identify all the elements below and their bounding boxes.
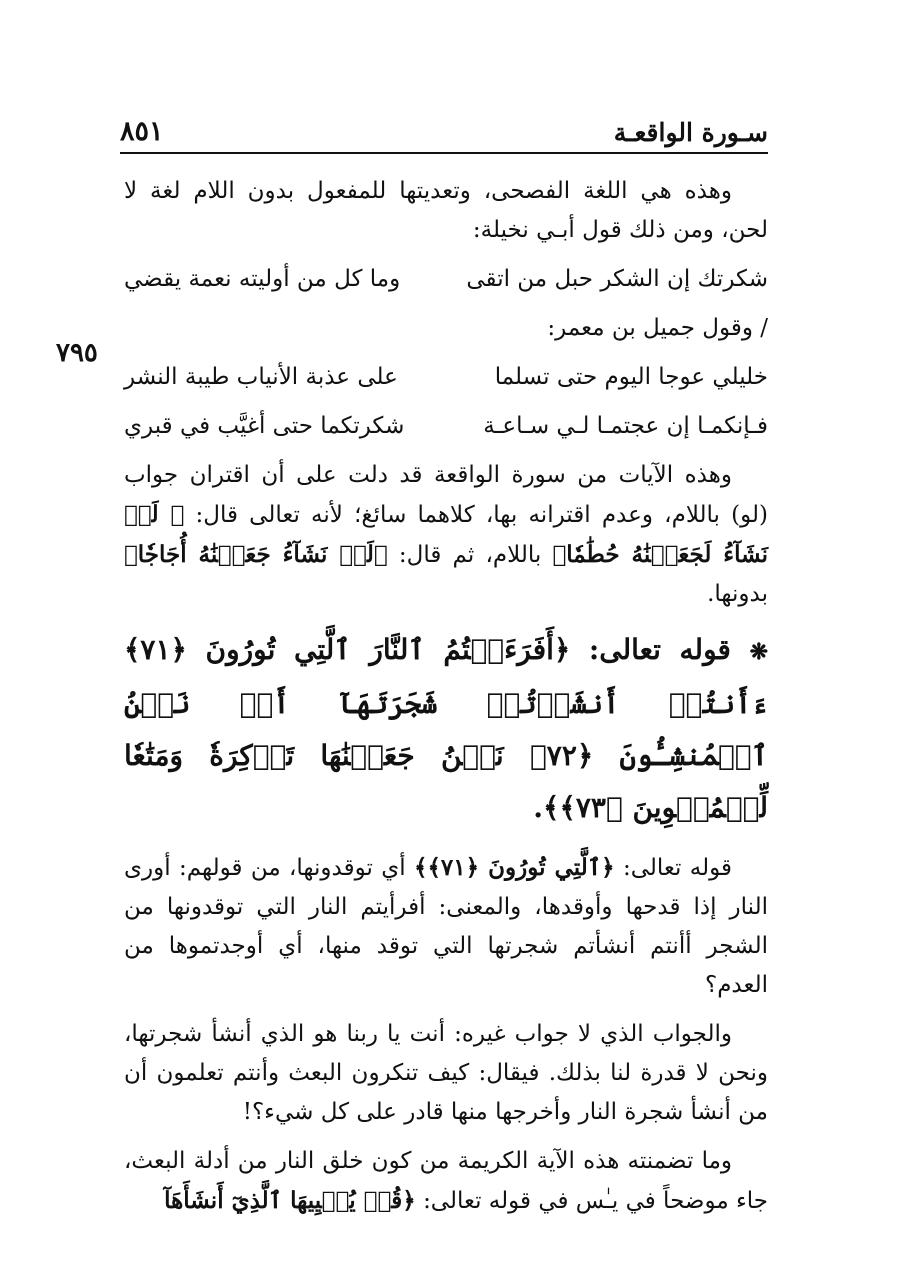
quran-quote-1: ﴿ لَوۡ نَشَآءُ لَجَعَلۡنَٰهُ حُطَٰمٗا﴾ (124, 501, 768, 568)
running-title: سـورة الواقعـة (613, 118, 768, 147)
quran-verse-block (124, 624, 768, 834)
verse-2-second-hemistich: على عذبة الأنياب طيبة النشر (124, 364, 398, 390)
page-number: ٨٥١ (120, 116, 164, 147)
page-header (120, 112, 768, 152)
paragraph-3 (124, 848, 768, 1005)
paragraph-2 (124, 456, 768, 614)
paragraph-5 (124, 1142, 768, 1221)
poetry-verse-1 (124, 260, 768, 299)
paragraph-2-text-a: وهذه الآيات من سورة الواقعة قد دلت على أن اقتران جواب (لو) باللام، وعدم اقترانه بها، كلاهما سائغ؛ لأنه تعالى قال: (124, 462, 768, 528)
paragraph-3-text-a: قوله تعالى: (623, 855, 732, 881)
verse-2-first-hemistich: خليلي عوجا اليوم حتى تسلما (494, 364, 768, 390)
header-rule (120, 152, 768, 154)
section-star-icon: ❋ (749, 639, 768, 665)
paragraph-3-text-b: أي توقدونها، من قولهم: أورى النار إذا قدحها وأوقدها، والمعنى: أفرأيتم النار التي توقدونها من الشجر أأنتم أنشأتم شجرتها التي توقد منها، أي أوجدتموها من العدم؟ (124, 855, 768, 998)
quran-quote-2: ﴿لَوۡ نَشَآءُ جَعَلۡنَٰهُ أُجَاجٗا﴾ (124, 541, 388, 568)
verse-1-second-hemistich: وما كل من أوليته نعمة يقضي (124, 266, 401, 292)
paragraph-1: وهذه هي اللغة الفصحى، وتعديتها للمفعول بدون اللام لغة لا لحن، ومن ذلك قول أبـي نخيلة: (124, 178, 768, 243)
quran-block-text: ﴿أَفَرَءَيۡتُمُ ٱلنَّارَ ٱلَّتِي تُورُونَ ﴿٧١﴾ ءَأَنتُمۡ أَنشَأۡتُمۡ شَجَرَتَهَآ أَمۡ نَحۡنُ ٱلۡمُنشِـُٔونَ ﴿٧٢﴾ نَحۡنُ جَعَلۡنَٰهَا تَذۡكِرَةٗ وَمَتَٰعٗا لِّلۡمُقۡوِينَ ﴿٧٣﴾﴾. (124, 633, 769, 824)
poetry-verse-3 (124, 407, 768, 446)
quran-block-label: قوله تعالى: (588, 633, 731, 666)
quran-quote-4: ﴿قُلۡ يُحۡيِيهَا ٱلَّذِيٓ أَنشَأَهَآ (164, 1187, 416, 1214)
verse-1-first-hemistich: شكرتك إن الشكر حبل من اتقى (466, 266, 768, 292)
poet-intro-line: / وقول جميل بن معمر: (547, 315, 768, 341)
paragraph-5-text-a: وما تضمنته هذه الآية الكريمة من كون خلق النار من أدلة البعث، جاء موضحاً في يـٰس في قوله تعالى: (124, 1148, 768, 1214)
paragraph-2-text-b: باللام، ثم قال: (398, 542, 542, 568)
verse-3-first-hemistich: فـإنكمـا إن عجتمـا لـي سـاعـة (483, 413, 768, 439)
quran-quote-3: ﴿ٱلَّتِي تُورُونَ ﴿٧١﴾﴾ (413, 854, 615, 881)
paragraph-4: والجواب الذي لا جواب غيره: أنت يا ربنا هو الذي أنشأ شجرتها، ونحن لا قدرة لنا بذلك. فيقال: كيف تنكرون البعث وأنتم تعلمون أن من أنشأ شجرة النار وأخرجها منها قادر على كل شيء؟! (124, 1021, 768, 1125)
paragraph-2-text-c: بدونها. (707, 581, 768, 607)
poetry-verse-2 (124, 358, 768, 397)
margin-page-reference: ٧٩٥ (56, 338, 98, 368)
verse-3-second-hemistich: شكرتكما حتى أغيَّب في قبري (124, 413, 405, 439)
main-text (124, 172, 768, 1231)
